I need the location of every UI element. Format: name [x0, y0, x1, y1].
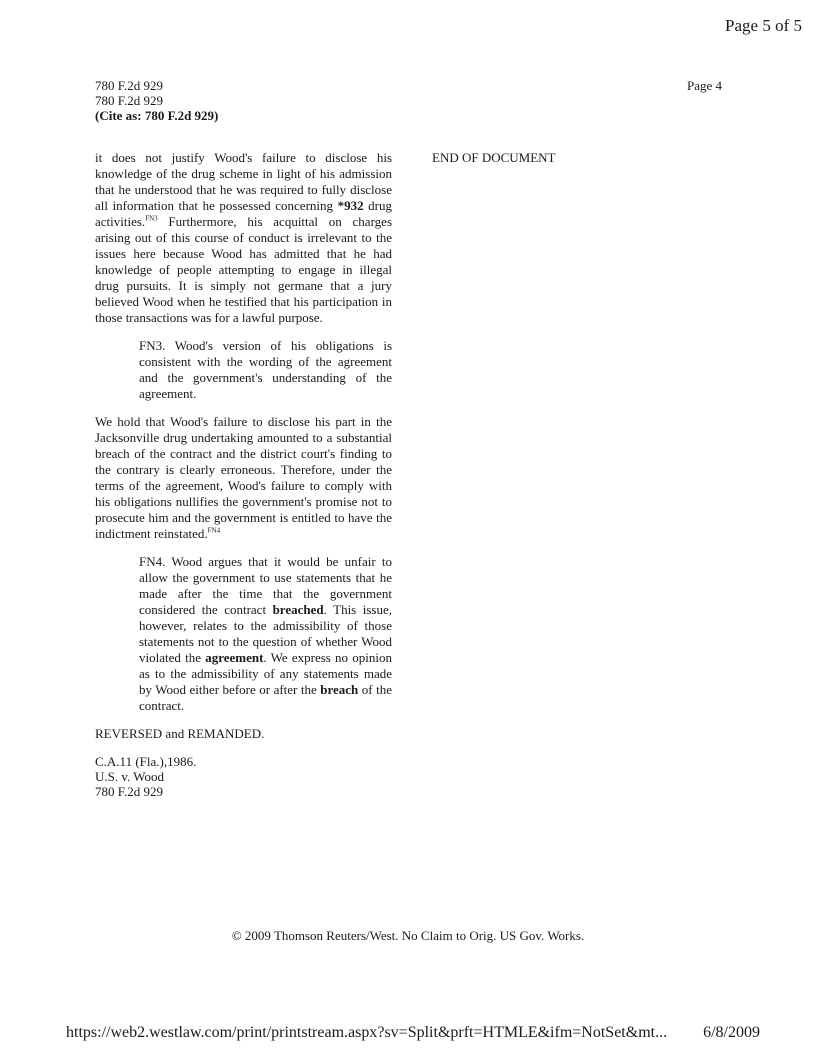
print-date: 6/8/2009 — [703, 1024, 760, 1041]
footnote-ref-link[interactable]: FN3 — [145, 214, 158, 223]
print-url: https://web2.westlaw.com/print/printstream.aspx?sv=Split&prft=HTMLE&ifm=NotSet&mt... — [66, 1024, 668, 1041]
text-run: FN4. Wood argues that it would be unfair to allow the government to use statements that he made after the time that the government considered the contract — [139, 554, 392, 617]
cite-as-line: (Cite as: 780 F.2d 929) — [95, 108, 219, 123]
text-run: . This issue, however, relates to the admissibility of those statements not to the question of whether Wood violated the — [139, 602, 392, 665]
footnote-fn4 — [139, 554, 392, 714]
text-run: Furthermore, his acquittal on charges arising out of this course of conduct is irrelevant to the issues here because Wood has admitted that he had knowledge of people attempting to engage in illegal drug pursuits. It is simply not germane that a jury believed Wood when he testified that his participation in those transactions was for a lawful purpose. — [95, 214, 392, 325]
star-page-marker: *932 — [337, 198, 364, 213]
citation-line: 780 F.2d 929 — [95, 78, 163, 93]
search-term-highlight: agreement — [205, 650, 264, 665]
citation-line: 780 F.2d 929 — [95, 93, 163, 108]
text-run: . We express no opinion as to the admissibility of any statements made by Wood either before or after the — [139, 650, 392, 697]
paragraph — [95, 150, 392, 326]
case-name-line: U.S. v. Wood — [95, 769, 165, 784]
case-citation-block — [95, 754, 392, 799]
reporter-line: 780 F.2d 929 — [95, 784, 163, 799]
page-number: Page 4 — [686, 78, 722, 93]
citation-header — [95, 78, 218, 123]
court-line: C.A.11 (Fla.),1986. — [95, 754, 197, 769]
text-run: We hold that Wood's failure to disclose his part in the Jacksonville drug undertaking amounted to a substantial breach of the contract and the district court's finding to the contrary is clearly erroneous. Therefore, under the terms of the agreement, Wood's failure to comply with his obligations nullifies the government's promise not to prosecute him and the government is entitled to have the indictment reinstated. — [95, 414, 392, 541]
search-term-highlight: breached — [272, 602, 324, 617]
footnote-ref-link[interactable]: FN4 — [207, 526, 221, 535]
opinion-text-column — [95, 150, 392, 799]
text-run: drug activities. — [95, 198, 392, 229]
paragraph — [95, 414, 392, 542]
search-term-highlight: breach — [320, 682, 359, 697]
page-count: Page 5 of 5 — [725, 16, 802, 35]
text-run: of the contract. — [139, 682, 392, 713]
footnote-fn3: FN3. Wood's version of his obligations is consistent with the wording of the agreement and the government's understanding of the agreement. — [139, 338, 392, 401]
copyright-notice: © 2009 Thomson Reuters/West. No Claim to Orig. US Gov. Works. — [231, 928, 585, 943]
text-run: it does not justify Wood's failure to disclose his knowledge of the drug scheme in light of his admission that he understood that he was required to fully disclose all information that he possessed concerning — [95, 150, 392, 213]
end-of-document: END OF DOCUMENT — [432, 150, 556, 165]
disposition: REVERSED and REMANDED. — [95, 726, 265, 741]
